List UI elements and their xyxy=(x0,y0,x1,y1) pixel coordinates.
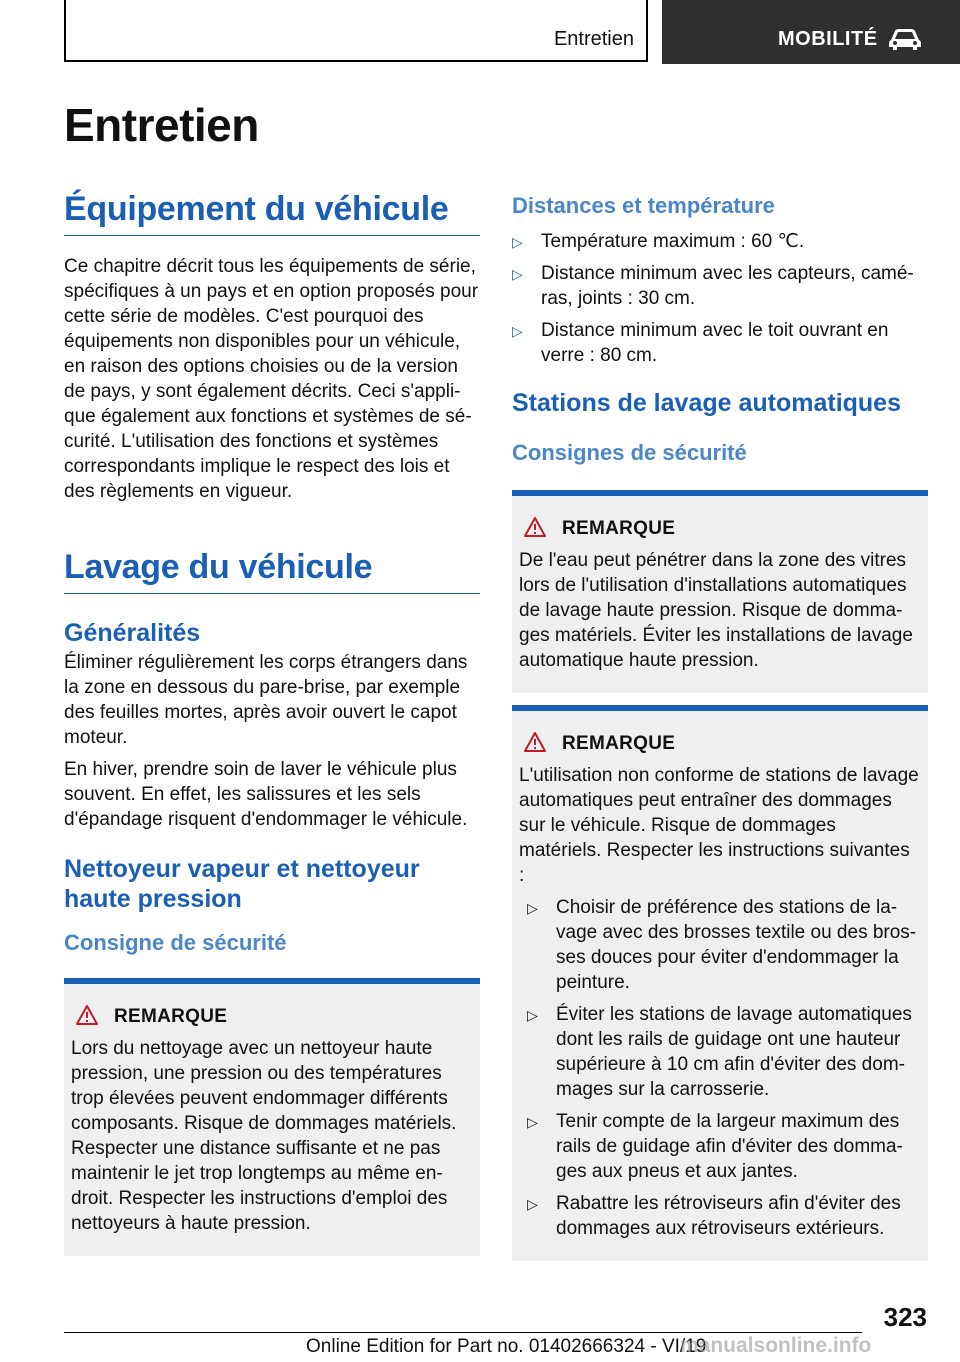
triangle-bullet-icon: ▷ xyxy=(527,1007,538,1023)
header-chapter-box xyxy=(662,0,960,64)
footer-edition: Online Edition for Part no. 01402666324 - VI/19 xyxy=(306,1336,707,1357)
page-number: 323 xyxy=(883,1302,927,1332)
header-section-title: Entretien xyxy=(553,28,634,50)
list-item: ▷ Distance minimum avec les capteurs, camé-ras, joints : 30 cm. xyxy=(512,263,914,309)
triangle-bullet-icon: ▷ xyxy=(527,1196,538,1212)
list-item: ▷ Température maximum : 60 ℃. xyxy=(512,229,928,254)
triangle-bullet-icon: ▷ xyxy=(527,1114,538,1130)
note-box-1 xyxy=(512,490,928,693)
note-label: REMARQUE xyxy=(562,518,676,539)
footer-divider xyxy=(64,1332,862,1333)
triangle-bullet-icon: ▷ xyxy=(512,234,523,250)
note-header xyxy=(519,731,920,757)
car-icon xyxy=(887,26,923,57)
heading-wash-stations: Stations de lavage automatiques xyxy=(512,389,901,417)
triangle-bullet-icon: ▷ xyxy=(512,266,523,282)
right-column xyxy=(512,193,928,1261)
heading-washing: Lavage du véhicule xyxy=(64,548,480,594)
page-title: Entretien xyxy=(64,99,259,151)
list-item: ▷ Rabattre les rétroviseurs afin d'éviter des dommages aux rétroviseurs extérieurs. xyxy=(527,1193,901,1239)
triangle-bullet-icon: ▷ xyxy=(512,323,523,339)
warning-icon xyxy=(523,731,547,758)
heading-general: Généralités xyxy=(64,619,201,647)
general-paragraph-1: Éliminer régulièrement les corps étrangers dans la zone en dessous du pare-brise, par exemple des feuilles mortes, après avoir ouvert le capot moteur. xyxy=(64,652,468,748)
note-label: REMARQUE xyxy=(562,733,676,754)
list-item: ▷ Choisir de préférence des stations de la-vage avec des brosses textile ou des bros-ses douces pour éviter d'endommager la peinture. xyxy=(527,897,917,993)
general-paragraph-2: En hiver, prendre soin de laver le véhicule plus souvent. En effet, les salissures et les sels d'épandage risquent d'endommager le véhicule. xyxy=(64,759,468,830)
list-item: ▷ Distance minimum avec le toit ouvrant en verre : 80 cm. xyxy=(512,320,889,366)
heading-distances: Distances et température xyxy=(512,193,775,218)
note-header xyxy=(71,1004,472,1030)
note-label: REMARQUE xyxy=(114,1006,228,1027)
header-chapter-title: MOBILITÉ xyxy=(778,28,878,50)
note-box xyxy=(64,978,480,1256)
heading-safety-note: Consigne de sécurité xyxy=(64,930,287,955)
note-text: Lors du nettoyage avec un nettoyeur haute pression, une pression ou des températures trop élevées peuvent endommager différents composants. Risque de dommages matériels. Respecter une distance suffisante et ne pas maintenir le jet trop longtemps au même en-droit. Respecter les instructions d'emploi des nettoyeurs à haute pression. xyxy=(71,1038,457,1234)
footer-watermark: manualsonline.info xyxy=(680,1334,872,1357)
heading-steam-cleaner: Nettoyeur vapeur et nettoyeur haute pression xyxy=(64,855,420,913)
distance-list xyxy=(512,229,928,368)
triangle-bullet-icon: ▷ xyxy=(527,900,538,916)
note-text: L'utilisation non conforme de stations de lavage automatiques peut entraîner des dommages sur le véhicule. Risque de dommages matériels. Respecter les instructions suivantes : xyxy=(519,765,919,886)
note-instructions-list xyxy=(519,895,920,1241)
note-box-2 xyxy=(512,705,928,1261)
left-column xyxy=(64,190,480,1256)
equipment-text: Ce chapitre décrit tous les équipements de série, spécifiques à un pays et en option proposés pour cette série de modèles. C'est pourquoi des équipements non disponibles pour un véhicule, en raison des options choisies ou de la version de pays, y sont également décrits. Ceci s'appli-que également aux fonctions et systèmes de sé-curité. L'utilisation des fonctions et systèmes correspondants implique le respect des lois et des règlements en vigueur. xyxy=(64,256,479,502)
heading-safety-notes: Consignes de sécurité xyxy=(512,440,747,465)
list-item: ▷ Éviter les stations de lavage automatiques dont les rails de guidage ont une hauteur supérieure à 10 cm afin d'éviter des dom-mages sur la carrosserie. xyxy=(527,1004,912,1100)
note-header xyxy=(519,516,920,542)
warning-icon xyxy=(75,1004,99,1031)
note-text: De l'eau peut pénétrer dans la zone des vitres lors de l'utilisation d'installations automatiques de lavage haute pression. Risque de domma-ges matériels. Éviter les installations de lavage automatique haute pression. xyxy=(519,550,913,671)
warning-icon xyxy=(523,516,547,543)
heading-equipment: Équipement du véhicule xyxy=(64,190,480,236)
list-item: ▷ Tenir compte de la largeur maximum des rails de guidage afin d'éviter des domma-ges aux pneus et aux jantes. xyxy=(527,1111,903,1182)
header-section-box xyxy=(64,0,648,62)
